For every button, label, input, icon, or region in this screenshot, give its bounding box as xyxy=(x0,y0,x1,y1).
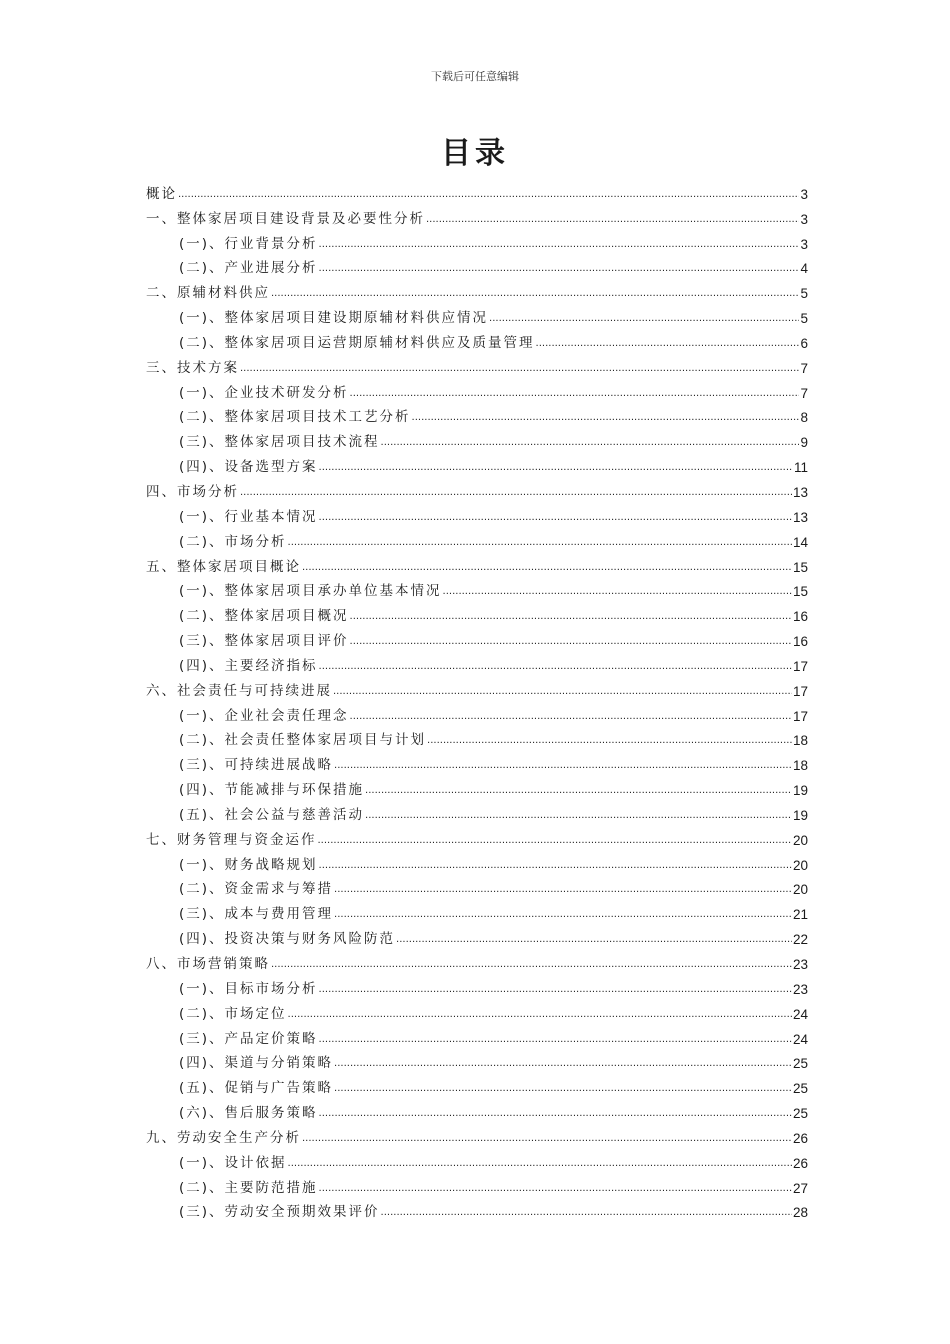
toc-entry-page-number: 15 xyxy=(792,584,808,600)
toc-entry-label: (四)、渠道与分销策略 xyxy=(179,1055,334,1072)
toc-leader-dots xyxy=(318,834,792,848)
toc-entry-page-number: 26 xyxy=(792,1130,808,1146)
toc-entry-label: (三)、整体家居项目技术流程 xyxy=(179,434,380,451)
toc-entry-page-number: 22 xyxy=(792,932,808,948)
toc-entry[interactable] xyxy=(146,1022,808,1047)
toc-entry[interactable] xyxy=(146,202,808,227)
toc-leader-dots xyxy=(288,536,792,550)
toc-leader-dots xyxy=(412,411,800,425)
toc-entry[interactable] xyxy=(146,550,808,575)
toc-entry[interactable] xyxy=(146,401,808,426)
toc-leader-dots xyxy=(334,883,792,897)
toc-entry-page-number: 19 xyxy=(792,783,808,799)
toc-leader-dots xyxy=(333,685,792,699)
toc-entry-label: (一)、企业社会责任理念 xyxy=(179,707,349,724)
toc-entry-label: (一)、目标市场分析 xyxy=(179,980,318,997)
toc-leader-dots xyxy=(381,436,800,450)
toc-entry-label: (三)、可持续进展战略 xyxy=(179,757,334,774)
toc-entry[interactable] xyxy=(146,425,808,450)
toc-entry[interactable] xyxy=(146,500,808,525)
toc-leader-dots xyxy=(350,610,792,624)
toc-leader-dots xyxy=(365,809,792,823)
toc-leader-dots xyxy=(350,635,792,649)
toc-entry-page-number: 26 xyxy=(792,1155,808,1171)
toc-leader-dots xyxy=(365,784,792,798)
toc-entry-label: 九、劳动安全生产分析 xyxy=(146,1129,301,1146)
toc-leader-dots xyxy=(319,1182,792,1196)
toc-entry-label: 二、原辅材料供应 xyxy=(146,285,270,302)
toc-entry-page-number: 6 xyxy=(800,335,808,351)
toc-entry-label: 八、市场营销策略 xyxy=(146,956,270,972)
toc-entry[interactable] xyxy=(146,724,808,749)
toc-entry-label: (一)、企业技术研发分析 xyxy=(179,384,349,401)
toc-entry-page-number: 23 xyxy=(792,981,808,997)
toc-entry-label: (二)、主要防范措施 xyxy=(179,1179,318,1196)
toc-leader-dots xyxy=(426,213,799,227)
toc-entry-label: (一)、财务战略规划 xyxy=(179,856,318,873)
toc-entry-page-number: 25 xyxy=(792,1106,808,1122)
toc-leader-dots xyxy=(443,585,792,599)
toc-entry[interactable] xyxy=(146,1196,808,1221)
toc-entry[interactable] xyxy=(146,599,808,624)
toc-entry-page-number: 27 xyxy=(792,1180,808,1196)
toc-leader-dots xyxy=(350,710,792,724)
toc-entry[interactable] xyxy=(146,624,808,649)
toc-entry[interactable] xyxy=(146,1146,808,1171)
toc-entry[interactable] xyxy=(146,823,808,848)
toc-entry-label: (三)、整体家居项目评价 xyxy=(179,633,349,650)
toc-entry-label: 五、整体家居项目概论 xyxy=(146,558,301,575)
toc-leader-dots xyxy=(319,983,792,997)
toc-leader-dots xyxy=(319,511,792,525)
toc-entry-page-number: 18 xyxy=(792,758,808,774)
toc-entry[interactable] xyxy=(146,972,808,997)
toc-entry[interactable] xyxy=(146,575,808,600)
toc-entry-label: 四、市场分析 xyxy=(146,483,239,500)
toc-leader-dots xyxy=(319,1033,792,1047)
toc-entry-page-number: 3 xyxy=(800,211,808,227)
toc-entry-page-number: 11 xyxy=(793,460,808,476)
toc-entry-page-number: 17 xyxy=(792,708,808,724)
toc-entry-label: (三)、成本与费用管理 xyxy=(179,906,334,923)
toc-entry-page-number: 20 xyxy=(792,832,808,848)
toc-entry-label: 七、财务管理与资金运作 xyxy=(146,831,317,848)
toc-entry-label: (五)、社会公益与慈善活动 xyxy=(179,806,365,823)
toc-leader-dots xyxy=(319,1107,792,1121)
toc-entry[interactable] xyxy=(146,1096,808,1121)
toc-leader-dots xyxy=(240,486,792,500)
toc-entry-page-number: 5 xyxy=(800,311,808,327)
toc-leader-dots xyxy=(334,908,792,922)
toc-leader-dots xyxy=(271,958,792,972)
toc-entry-page-number: 16 xyxy=(792,609,808,625)
toc-entry-page-number: 28 xyxy=(792,1205,808,1221)
toc-entry-page-number: 13 xyxy=(792,509,808,525)
toc-leader-dots xyxy=(319,238,800,252)
toc-leader-dots xyxy=(334,759,792,773)
toc-entry-label: (四)、投资决策与财务风险防范 xyxy=(179,931,396,948)
toc-leader-dots xyxy=(396,933,792,947)
toc-entry[interactable] xyxy=(146,475,808,500)
toc-entry-label: (二)、整体家居项目运营期原辅材料供应及质量管理 xyxy=(179,334,535,351)
toc-entry-label: 一、整体家居项目建设背景及必要性分析 xyxy=(146,210,425,227)
toc-entry-label: (三)、劳动安全预期效果评价 xyxy=(179,1204,380,1221)
toc-entry[interactable] xyxy=(146,326,808,351)
toc-entry-label: (一)、整体家居项目承办单位基本情况 xyxy=(179,583,442,600)
toc-entry[interactable] xyxy=(146,773,808,798)
toc-entry-label: (四)、设备选型方案 xyxy=(179,459,318,476)
toc-leader-dots xyxy=(319,262,800,276)
toc-entry-page-number: 17 xyxy=(792,658,808,674)
toc-entry-label: (三)、产品定价策略 xyxy=(179,1030,318,1047)
toc-entry[interactable] xyxy=(146,177,808,202)
toc-leader-dots xyxy=(319,660,792,674)
toc-entry-page-number: 7 xyxy=(800,385,808,401)
toc-entry-label: (六)、售后服务策略 xyxy=(179,1105,318,1122)
toc-entry-label: (二)、整体家居项目概况 xyxy=(179,608,349,625)
header-note: 下载后可任意编辑 xyxy=(431,70,519,83)
toc-entry-page-number: 3 xyxy=(800,236,808,252)
toc-entry-page-number: 9 xyxy=(800,435,808,451)
toc-entry[interactable] xyxy=(146,997,808,1022)
toc-entry-page-number: 25 xyxy=(792,1081,808,1097)
toc-leader-dots xyxy=(536,337,800,351)
toc-entry[interactable] xyxy=(146,674,808,699)
toc-entry-page-number: 17 xyxy=(792,683,808,699)
toc-entry[interactable] xyxy=(146,276,808,301)
toc-entry-page-number: 15 xyxy=(792,559,808,575)
toc-entry-page-number: 20 xyxy=(792,882,808,898)
toc-entry-page-number: 13 xyxy=(792,484,808,500)
toc-entry[interactable] xyxy=(146,699,808,724)
toc-entry[interactable] xyxy=(146,376,808,401)
toc-entry[interactable] xyxy=(146,301,808,326)
toc-entry[interactable] xyxy=(146,1071,808,1096)
toc-entry-label: (一)、整体家居项目建设期原辅材料供应情况 xyxy=(179,310,489,327)
toc-leader-dots xyxy=(302,561,792,575)
toc-entry-label: (二)、市场分析 xyxy=(179,533,287,550)
toc-entry[interactable] xyxy=(146,897,808,922)
toc-entry-page-number: 18 xyxy=(792,733,808,749)
toc-entry-page-number: 25 xyxy=(792,1056,808,1072)
toc-entry[interactable] xyxy=(146,227,808,252)
toc-entry-page-number: 7 xyxy=(800,360,808,376)
toc-entry-label: (一)、设计依据 xyxy=(179,1154,287,1171)
toc-entry[interactable] xyxy=(146,252,808,277)
toc-entry-page-number: 20 xyxy=(792,857,808,873)
toc-entry[interactable] xyxy=(146,351,808,376)
toc-entry-label: (四)、主要经济指标 xyxy=(179,657,318,674)
toc-entry-label: (二)、资金需求与筹措 xyxy=(179,881,334,898)
toc-entry-label: (二)、市场定位 xyxy=(179,1005,287,1022)
toc-entry-page-number: 19 xyxy=(792,807,808,823)
toc-leader-dots xyxy=(427,734,792,748)
toc-entry-page-number: 5 xyxy=(800,286,808,302)
toc-entry-page-number: 16 xyxy=(792,634,808,650)
toc-entry-page-number: 3 xyxy=(800,186,808,202)
toc-entry[interactable] xyxy=(146,748,808,773)
toc-entry[interactable] xyxy=(146,873,808,898)
toc-entry[interactable] xyxy=(146,848,808,873)
toc-leader-dots xyxy=(350,387,800,401)
toc-entry[interactable] xyxy=(146,450,808,475)
toc-leader-dots xyxy=(381,1206,792,1220)
toc-entry-page-number: 24 xyxy=(792,1006,808,1022)
toc-entry[interactable] xyxy=(146,922,808,947)
toc-entry-label: (一)、行业基本情况 xyxy=(179,508,318,525)
toc-entry[interactable] xyxy=(146,525,808,550)
toc-entry-page-number: 23 xyxy=(792,957,808,972)
toc-entry-label: 概论 xyxy=(146,185,177,202)
toc-leader-dots xyxy=(288,1008,792,1022)
toc-entry-label: (二)、产业进展分析 xyxy=(179,260,318,277)
toc-entry[interactable] xyxy=(146,1121,808,1146)
toc-leader-dots xyxy=(319,859,792,873)
toc-entry[interactable] xyxy=(146,1047,808,1072)
toc-entry-page-number: 21 xyxy=(792,907,808,923)
toc-leader-dots xyxy=(489,312,799,326)
toc-entry-page-number: 8 xyxy=(800,410,808,426)
toc-entry-page-number: 24 xyxy=(792,1031,808,1047)
page-title: 目录 xyxy=(441,136,509,171)
toc-entry[interactable] xyxy=(146,947,808,972)
toc-entry-page-number: 14 xyxy=(792,534,808,550)
toc-leader-dots xyxy=(319,461,793,475)
toc-leader-dots xyxy=(302,1132,792,1146)
toc-leader-dots xyxy=(334,1057,792,1071)
toc-entry[interactable] xyxy=(146,649,808,674)
toc-leader-dots xyxy=(240,362,799,376)
toc-entry[interactable] xyxy=(146,798,808,823)
table-of-contents xyxy=(146,177,808,1220)
toc-entry-label: 三、技术方案 xyxy=(146,359,239,376)
toc-entry-label: (二)、社会责任整体家居项目与计划 xyxy=(179,732,427,749)
toc-leader-dots xyxy=(288,1157,792,1171)
toc-entry-label: 六、社会责任与可持续进展 xyxy=(146,682,332,699)
toc-entry-label: (四)、节能减排与环保措施 xyxy=(179,782,365,799)
toc-leader-dots xyxy=(271,287,799,301)
toc-entry-page-number: 4 xyxy=(800,261,808,277)
toc-entry[interactable] xyxy=(146,1171,808,1196)
toc-entry-label: (二)、整体家居项目技术工艺分析 xyxy=(179,409,411,426)
toc-entry-label: (一)、行业背景分析 xyxy=(179,235,318,252)
toc-entry-label: (五)、促销与广告策略 xyxy=(179,1080,334,1097)
toc-leader-dots xyxy=(334,1082,792,1096)
toc-leader-dots xyxy=(178,188,799,202)
